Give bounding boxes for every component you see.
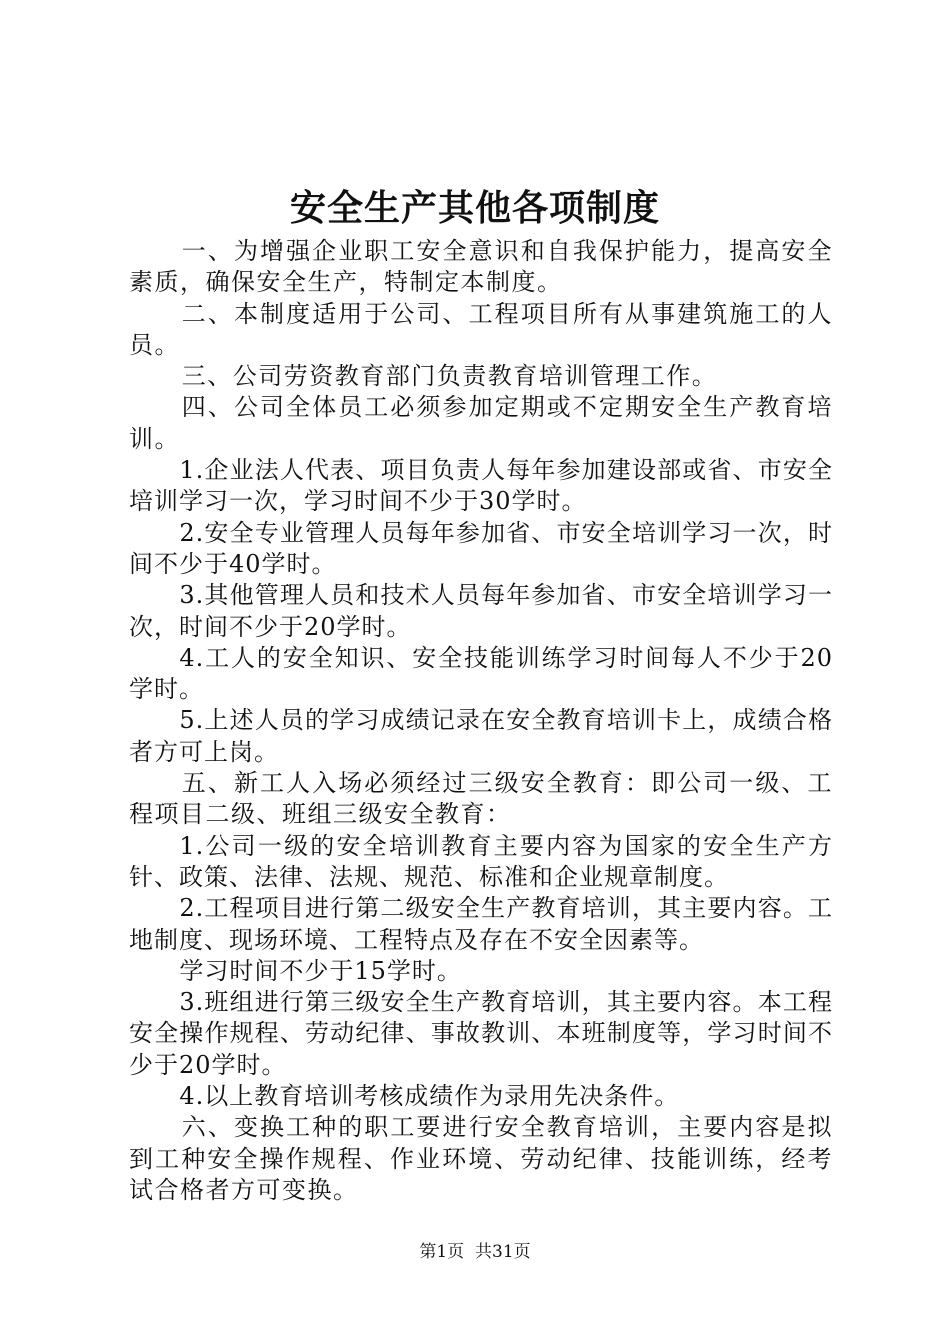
paragraph-5-item-2-note: 学习时间不少于15学时。 xyxy=(179,956,462,985)
paragraph-5-item-3: 3.班组进行第三级安全生产教育培训，其主要内容。本工程安全操作规程、劳动纪律、事故教训、本班制度等，学习时间不少于20学时。 xyxy=(129,988,833,1079)
page-number: 第1页 xyxy=(419,1242,465,1262)
paragraph-6: 六、变换工种的职工要进行安全教育培训，主要内容是拟到工种安全操作规程、作业环境、劳动纪律、技能训练，经考试合格者方可变换。 xyxy=(129,1113,833,1204)
paragraph-5-item-2: 2.工程项目进行第二级安全生产教育培训，其主要内容。工地制度、现场环境、工程特点及存在不安全因素等。 xyxy=(129,894,833,954)
paragraph-4-item-2: 2.安全专业管理人员每年参加省、市安全培训学习一次，时间不少于40学时。 xyxy=(129,518,833,578)
paragraph-4-item-1: 1.企业法人代表、项目负责人每年参加建设部或省、市安全培训学习一次，学习时间不少于30学时。 xyxy=(129,456,833,516)
paragraph-5: 五、新工人入场必须经过三级安全教育：即公司一级、工程项目二级、班组三级安全教育： xyxy=(129,769,833,829)
paragraph-5-item-4: 4.以上教育培训考核成绩作为录用先决条件。 xyxy=(179,1082,680,1111)
paragraph-4-item-3: 3.其他管理人员和技术人员每年参加省、市安全培训学习一次，时间不少于20学时。 xyxy=(129,581,833,641)
paragraph-5-item-1: 1.公司一级的安全培训教育主要内容为国家的安全生产方针、政策、法律、法规、规范、标准和企业规章制度。 xyxy=(129,831,833,891)
paragraph-3: 三、公司劳资教育部门负责教育培训管理工作。 xyxy=(181,362,718,391)
page-total: 共31页 xyxy=(475,1242,531,1262)
paragraph-4: 四、公司全体员工必须参加定期或不定期安全生产教育培训。 xyxy=(129,393,833,453)
page-footer xyxy=(0,1240,950,1264)
paragraph-1: 一、为增强企业职工安全意识和自我保护能力，提高安全素质，确保安全生产，特制定本制度。 xyxy=(129,237,833,297)
document-body xyxy=(129,236,833,1206)
paragraph-2: 二、本制度适用于公司、工程项目所有从事建筑施工的人员。 xyxy=(129,299,833,359)
document-title: 安全生产其他各项制度 xyxy=(289,187,660,229)
paragraph-4-item-4: 4.工人的安全知识、安全技能训练学习时间每人不少于20学时。 xyxy=(129,643,833,704)
paragraph-4-item-5: 5.上述人员的学习成绩记录在安全教育培训卡上，成绩合格者方可上岗。 xyxy=(129,706,833,766)
